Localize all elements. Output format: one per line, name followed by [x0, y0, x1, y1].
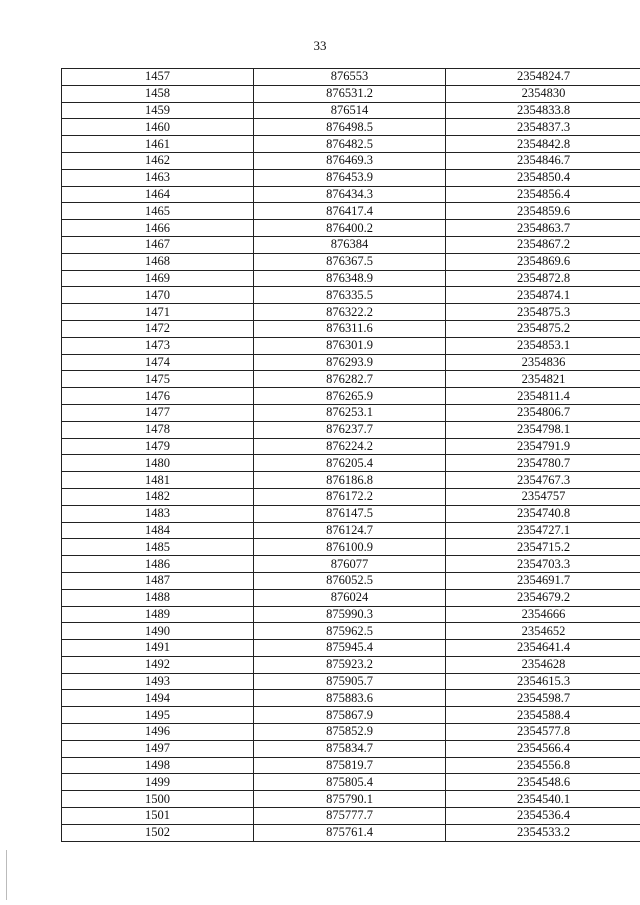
x-coordinate-cell: 875819.7 [254, 757, 446, 774]
table-row [62, 640, 640, 657]
x-coordinate-cell: 876301.9 [254, 337, 446, 354]
table-row [62, 169, 640, 186]
table-row [62, 404, 640, 421]
x-coordinate-cell: 876293.9 [254, 354, 446, 371]
x-coordinate-cell: 876531.2 [254, 85, 446, 102]
point-number-cell: 1495 [62, 707, 254, 724]
y-coordinate-cell: 2354548.6 [446, 774, 640, 791]
y-coordinate-cell: 2354666 [446, 606, 640, 623]
table-row [62, 287, 640, 304]
y-coordinate-cell: 2354615.3 [446, 673, 640, 690]
y-coordinate-cell: 2354727.1 [446, 522, 640, 539]
table-row [62, 690, 640, 707]
y-coordinate-cell: 2354791.9 [446, 438, 640, 455]
point-number-cell: 1470 [62, 287, 254, 304]
x-coordinate-cell: 875962.5 [254, 623, 446, 640]
point-number-cell: 1478 [62, 421, 254, 438]
y-coordinate-cell: 2354850.4 [446, 169, 640, 186]
table-row [62, 522, 640, 539]
point-number-cell: 1473 [62, 337, 254, 354]
table-row [62, 774, 640, 791]
y-coordinate-cell: 2354598.7 [446, 690, 640, 707]
table-row [62, 505, 640, 522]
point-number-cell: 1469 [62, 270, 254, 287]
coordinates-table [61, 68, 640, 842]
x-coordinate-cell: 876172.2 [254, 488, 446, 505]
x-coordinate-cell: 876282.7 [254, 371, 446, 388]
x-coordinate-cell: 876253.1 [254, 404, 446, 421]
point-number-cell: 1471 [62, 304, 254, 321]
x-coordinate-cell: 876482.5 [254, 136, 446, 153]
point-number-cell: 1465 [62, 203, 254, 220]
x-coordinate-cell: 876453.9 [254, 169, 446, 186]
point-number-cell: 1462 [62, 152, 254, 169]
point-number-cell: 1460 [62, 119, 254, 136]
y-coordinate-cell: 2354641.4 [446, 640, 640, 657]
table-row [62, 572, 640, 589]
x-coordinate-cell: 876224.2 [254, 438, 446, 455]
point-number-cell: 1486 [62, 556, 254, 573]
point-number-cell: 1488 [62, 589, 254, 606]
x-coordinate-cell: 875790.1 [254, 791, 446, 808]
point-number-cell: 1494 [62, 690, 254, 707]
y-coordinate-cell: 2354540.1 [446, 791, 640, 808]
point-number-cell: 1474 [62, 354, 254, 371]
page-number: 33 [313, 38, 327, 53]
x-coordinate-cell: 876335.5 [254, 287, 446, 304]
point-number-cell: 1468 [62, 253, 254, 270]
point-number-cell: 1483 [62, 505, 254, 522]
point-number-cell: 1497 [62, 740, 254, 757]
table-row [62, 438, 640, 455]
point-number-cell: 1482 [62, 488, 254, 505]
point-number-cell: 1472 [62, 320, 254, 337]
y-coordinate-cell: 2354652 [446, 623, 640, 640]
y-coordinate-cell: 2354566.4 [446, 740, 640, 757]
y-coordinate-cell: 2354842.8 [446, 136, 640, 153]
point-number-cell: 1458 [62, 85, 254, 102]
y-coordinate-cell: 2354837.3 [446, 119, 640, 136]
x-coordinate-cell: 876367.5 [254, 253, 446, 270]
point-number-cell: 1496 [62, 724, 254, 741]
x-coordinate-cell: 876311.6 [254, 320, 446, 337]
point-number-cell: 1487 [62, 572, 254, 589]
point-number-cell: 1461 [62, 136, 254, 153]
y-coordinate-cell: 2354859.6 [446, 203, 640, 220]
table-row [62, 472, 640, 489]
table-row [62, 539, 640, 556]
y-coordinate-cell: 2354691.7 [446, 572, 640, 589]
y-coordinate-cell: 2354869.6 [446, 253, 640, 270]
x-coordinate-cell: 875834.7 [254, 740, 446, 757]
y-coordinate-cell: 2354833.8 [446, 102, 640, 119]
x-coordinate-cell: 876553 [254, 69, 446, 86]
x-coordinate-cell: 876186.8 [254, 472, 446, 489]
y-coordinate-cell: 2354836 [446, 354, 640, 371]
point-number-cell: 1475 [62, 371, 254, 388]
table-row [62, 69, 640, 86]
y-coordinate-cell: 2354556.8 [446, 757, 640, 774]
table-row [62, 337, 640, 354]
table-row [62, 791, 640, 808]
table-body [62, 69, 640, 842]
point-number-cell: 1491 [62, 640, 254, 657]
x-coordinate-cell: 876348.9 [254, 270, 446, 287]
point-number-cell: 1485 [62, 539, 254, 556]
x-coordinate-cell: 876124.7 [254, 522, 446, 539]
point-number-cell: 1484 [62, 522, 254, 539]
x-coordinate-cell: 875805.4 [254, 774, 446, 791]
point-number-cell: 1498 [62, 757, 254, 774]
table-row [62, 488, 640, 505]
y-coordinate-cell: 2354628 [446, 656, 640, 673]
x-coordinate-cell: 875761.4 [254, 824, 446, 841]
table-row [62, 354, 640, 371]
x-coordinate-cell: 876469.3 [254, 152, 446, 169]
y-coordinate-cell: 2354798.1 [446, 421, 640, 438]
x-coordinate-cell: 875923.2 [254, 656, 446, 673]
x-coordinate-cell: 875867.9 [254, 707, 446, 724]
table-row [62, 136, 640, 153]
table-row [62, 421, 640, 438]
table-row [62, 102, 640, 119]
y-coordinate-cell: 2354577.8 [446, 724, 640, 741]
x-coordinate-cell: 876498.5 [254, 119, 446, 136]
table-row [62, 623, 640, 640]
point-number-cell: 1499 [62, 774, 254, 791]
x-coordinate-cell: 876400.2 [254, 220, 446, 237]
table-row [62, 808, 640, 825]
point-number-cell: 1489 [62, 606, 254, 623]
y-coordinate-cell: 2354679.2 [446, 589, 640, 606]
x-coordinate-cell: 876147.5 [254, 505, 446, 522]
y-coordinate-cell: 2354536.4 [446, 808, 640, 825]
x-coordinate-cell: 876205.4 [254, 455, 446, 472]
y-coordinate-cell: 2354830 [446, 85, 640, 102]
table-row [62, 85, 640, 102]
x-coordinate-cell: 876417.4 [254, 203, 446, 220]
point-number-cell: 1492 [62, 656, 254, 673]
table-row [62, 740, 640, 757]
point-number-cell: 1466 [62, 220, 254, 237]
point-number-cell: 1500 [62, 791, 254, 808]
x-coordinate-cell: 876052.5 [254, 572, 446, 589]
table-row [62, 757, 640, 774]
point-number-cell: 1479 [62, 438, 254, 455]
point-number-cell: 1480 [62, 455, 254, 472]
table-row [62, 186, 640, 203]
point-number-cell: 1490 [62, 623, 254, 640]
point-number-cell: 1464 [62, 186, 254, 203]
x-coordinate-cell: 876237.7 [254, 421, 446, 438]
point-number-cell: 1459 [62, 102, 254, 119]
y-coordinate-cell: 2354740.8 [446, 505, 640, 522]
point-number-cell: 1457 [62, 69, 254, 86]
table-row [62, 656, 640, 673]
y-coordinate-cell: 2354533.2 [446, 824, 640, 841]
table-row [62, 388, 640, 405]
y-coordinate-cell: 2354767.3 [446, 472, 640, 489]
table-row [62, 556, 640, 573]
table-row [62, 253, 640, 270]
y-coordinate-cell: 2354875.2 [446, 320, 640, 337]
y-coordinate-cell: 2354811.4 [446, 388, 640, 405]
x-coordinate-cell: 876024 [254, 589, 446, 606]
x-coordinate-cell: 875852.9 [254, 724, 446, 741]
y-coordinate-cell: 2354821 [446, 371, 640, 388]
x-coordinate-cell: 876265.9 [254, 388, 446, 405]
table-row [62, 606, 640, 623]
x-coordinate-cell: 876384 [254, 236, 446, 253]
table-row [62, 824, 640, 841]
scan-edge-mark [6, 850, 7, 900]
table-row [62, 320, 640, 337]
table-row [62, 270, 640, 287]
y-coordinate-cell: 2354867.2 [446, 236, 640, 253]
y-coordinate-cell: 2354588.4 [446, 707, 640, 724]
point-number-cell: 1481 [62, 472, 254, 489]
point-number-cell: 1477 [62, 404, 254, 421]
y-coordinate-cell: 2354780.7 [446, 455, 640, 472]
y-coordinate-cell: 2354863.7 [446, 220, 640, 237]
table-row [62, 707, 640, 724]
x-coordinate-cell: 875883.6 [254, 690, 446, 707]
point-number-cell: 1467 [62, 236, 254, 253]
y-coordinate-cell: 2354875.3 [446, 304, 640, 321]
table-row [62, 673, 640, 690]
y-coordinate-cell: 2354703.3 [446, 556, 640, 573]
table-row [62, 455, 640, 472]
x-coordinate-cell: 875777.7 [254, 808, 446, 825]
y-coordinate-cell: 2354856.4 [446, 186, 640, 203]
table-row [62, 152, 640, 169]
coordinates-table-container [61, 68, 640, 842]
y-coordinate-cell: 2354824.7 [446, 69, 640, 86]
x-coordinate-cell: 876100.9 [254, 539, 446, 556]
point-number-cell: 1463 [62, 169, 254, 186]
table-row [62, 236, 640, 253]
point-number-cell: 1502 [62, 824, 254, 841]
x-coordinate-cell: 875905.7 [254, 673, 446, 690]
x-coordinate-cell: 876434.3 [254, 186, 446, 203]
table-row [62, 203, 640, 220]
y-coordinate-cell: 2354806.7 [446, 404, 640, 421]
table-row [62, 371, 640, 388]
table-row [62, 304, 640, 321]
point-number-cell: 1501 [62, 808, 254, 825]
table-row [62, 724, 640, 741]
point-number-cell: 1476 [62, 388, 254, 405]
y-coordinate-cell: 2354874.1 [446, 287, 640, 304]
table-row [62, 119, 640, 136]
point-number-cell: 1493 [62, 673, 254, 690]
y-coordinate-cell: 2354757 [446, 488, 640, 505]
x-coordinate-cell: 876514 [254, 102, 446, 119]
y-coordinate-cell: 2354853.1 [446, 337, 640, 354]
x-coordinate-cell: 876077 [254, 556, 446, 573]
y-coordinate-cell: 2354715.2 [446, 539, 640, 556]
y-coordinate-cell: 2354846.7 [446, 152, 640, 169]
table-row [62, 220, 640, 237]
y-coordinate-cell: 2354872.8 [446, 270, 640, 287]
x-coordinate-cell: 875945.4 [254, 640, 446, 657]
table-row [62, 589, 640, 606]
x-coordinate-cell: 875990.3 [254, 606, 446, 623]
x-coordinate-cell: 876322.2 [254, 304, 446, 321]
